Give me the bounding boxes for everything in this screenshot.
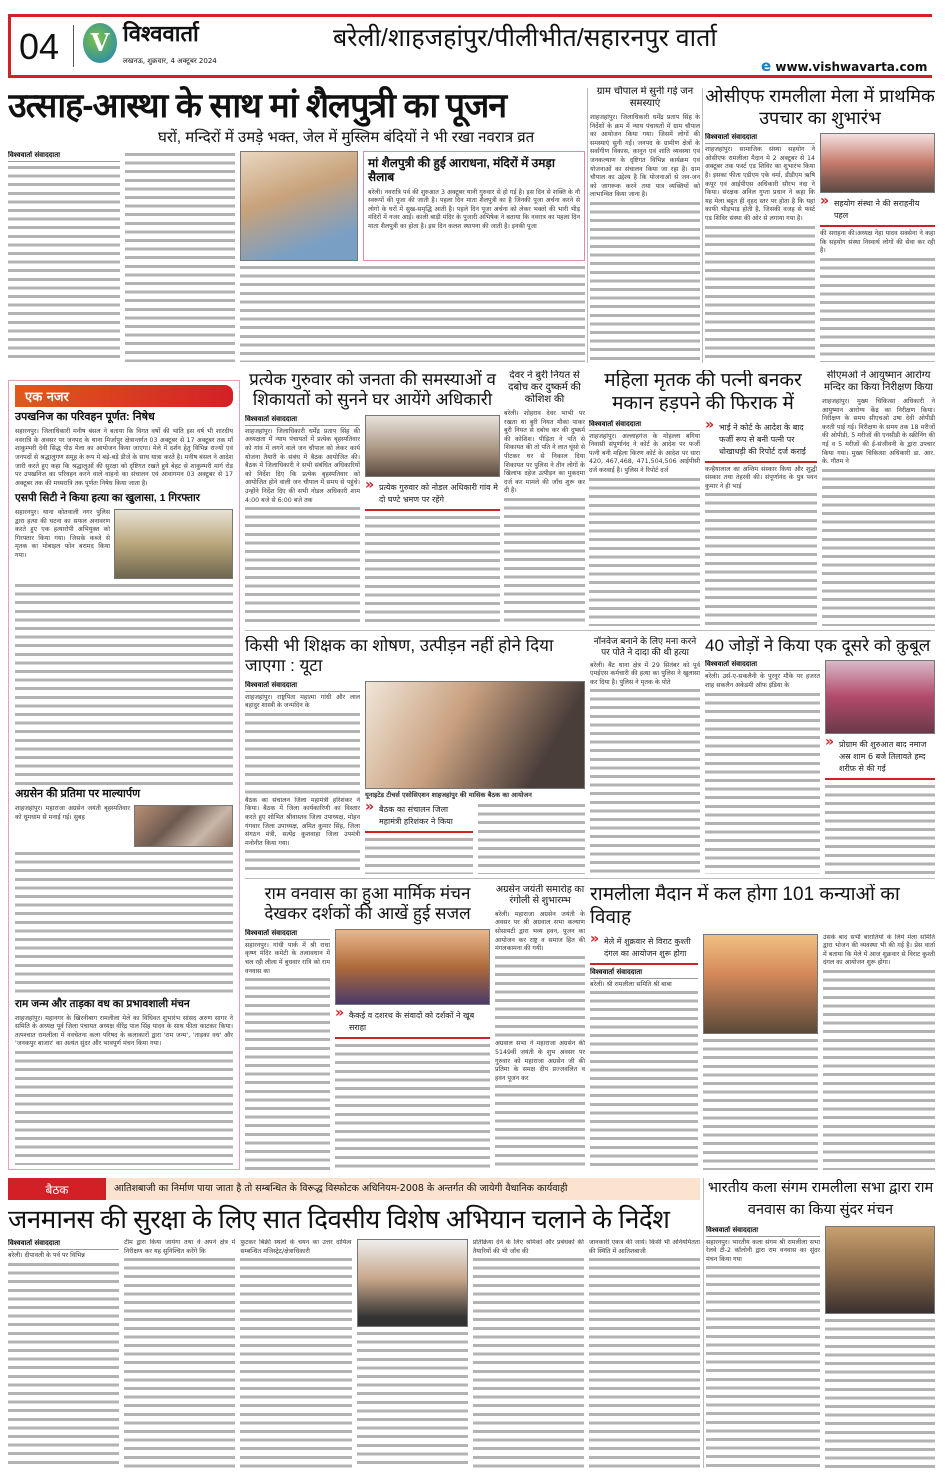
article-text: शाहजहांपुर। मुख्य चिकित्सा अधिकारी ने आयुष्मान आरोग्य केंद्र का निरीक्षण किया। निरीक्षण के समय सीएचओ उषा देवी ओपीडी करती पाई गई। निरीक्षण के समय तक 18 मरीजों की ओपीडी, 5 मरीजों की एनसीडी के स्क्रीनिंग की गई व 5 मरीजों की ई-संजीवनी के द्वारा उपचार किया गया। मुख्य चिकित्सा अधिकारी डा. आर. के. गौतम ने xyxy=(822,398,935,466)
article-block xyxy=(240,151,585,362)
jode-headline: 40 जोड़ों ने किया एक दूसरे को क़ुबूल xyxy=(705,636,931,655)
article-block xyxy=(705,420,817,626)
article-body-text xyxy=(365,514,500,626)
kala-headline: भारतीय कला संगम रामलीला सभा द्वारा राम वनवास का किया सुंदर मंचन xyxy=(707,1180,934,1218)
article-block xyxy=(823,934,935,1170)
article-block xyxy=(15,509,233,579)
lead-headline: उत्साह-आस्था के साथ मां शैलपुत्री का पूजन xyxy=(8,87,507,125)
article-block xyxy=(15,805,130,847)
article-block xyxy=(705,660,935,874)
bottom-story xyxy=(8,1178,700,1468)
article-body-text xyxy=(15,850,233,995)
article-text: शाहजहांपुर। जिलाधिकारी धर्मेंद्र प्रताप सिंह के निर्देशों के क्रम में न्याय पंचायतों में ग्राम चौपाल का आयोजन किया गया। जिसमें लोगों की समस्याएं सुनी गईं। जनपद के ग्रामीण क्षेत्रों के सर्वांगीण विकास, कानून एवं शांति व्यवस्था एवं जनकल्याण के दृष्टिगत विभिन्न कार्यक्रम एवं योजनाओं का संचालन किया जा रहा है। ग्राम चौपाल का उद्देश्य है कि योजनाओं से जन-जन को जागरूक करने तथा पात्र व्यक्तियों को लाभान्वित किया जाना है। xyxy=(590,114,700,199)
article-text: बरेली। महाराजा अग्रसेन जयंती के अवसर पर श्री अग्रवाल सभा कल्याण सोसायटी द्वारा भव्य हवन, पूजन का आयोजन कर राष्ट्र व समाज हित की मंगलकामना की गयी। xyxy=(495,910,585,953)
mahila-headline: महिला मृतक की पत्नी बनकर मकान हड़पने की फिराक में xyxy=(604,370,802,414)
guruvar-headline: प्रत्येक गुरुवार को जनता की समस्याओं व शिकायतों को सुनने घर आयेंगे अधिकारी xyxy=(249,370,496,410)
article-text: टीम द्वारा किया जायेगा तथा वे अपने क्षेत्र में निरीक्षण कर यह सुनिश्चित करेंगे कि xyxy=(124,1239,236,1255)
edition-title: बरेली/शाहजहांपुर/पीलीभीत/सहारनपुर वार्ता xyxy=(333,24,717,52)
article-block xyxy=(590,934,698,1170)
article-text: सहारनपुर। गांधी पार्क में श्री राधा कृष्ण मंदिर कमेटी के तत्वावधान में चल रही लीला में बुधवार रात्रि को राम वनवास का xyxy=(245,941,330,975)
article-block xyxy=(365,415,500,626)
pull-quote: » कैकई व दशरथ के संवादों को दर्शकों ने खूब सराहा xyxy=(335,1008,490,1039)
article-block xyxy=(589,1239,700,1468)
article-body-text xyxy=(703,1037,818,1170)
headline: उपखनिज का परिवहन पूर्णत: निषेध xyxy=(15,411,155,423)
nonveg-story xyxy=(590,636,700,874)
article-body-text xyxy=(705,691,820,874)
article-block xyxy=(240,1239,351,1468)
headline: सीएमओ ने आयुष्मान आरोग्य मन्दिर का किया निरीक्षण किया xyxy=(824,370,933,393)
article-block xyxy=(245,415,360,626)
article-body-text xyxy=(504,496,585,626)
article-body-text xyxy=(495,1083,585,1170)
agrasen-story xyxy=(495,884,585,1170)
article-block xyxy=(705,133,815,362)
baithak-banner xyxy=(8,1178,700,1200)
pull-quote: » प्रत्येक गुरुवार को नोडल अधिकारी गांव मे दो घण्टे भ्रमण पर रहेंगे xyxy=(365,480,500,511)
lead-subhead: घरों, मन्दिरों में उमड़े भक्त, जेल में मुस्लिम बंदियों ने भी रखा नवरात्र व्रत xyxy=(158,128,535,146)
page-number: 04 xyxy=(19,26,60,67)
lead-story xyxy=(8,86,585,362)
article-block xyxy=(365,799,473,874)
website-url: www.vishwavarta.com xyxy=(775,60,928,74)
article-body-text xyxy=(706,1264,820,1468)
article-block xyxy=(240,151,585,261)
article-text: कन्हैयालाल का अन्तिम संस्कार किया और शुद्धी संस्कार तथा तेहरवी की। संपूर्णानंद के पुत्र पवन कुमार ने ही भाई xyxy=(705,465,817,490)
article-body-text xyxy=(365,836,473,874)
article-body-text xyxy=(335,1042,490,1170)
teachers-meeting-photo xyxy=(365,681,585,789)
byline: विश्ववार्ता संवाददाता xyxy=(245,929,330,940)
article-block xyxy=(125,151,235,362)
article-body-text xyxy=(823,968,935,1170)
article-body-text xyxy=(245,848,360,874)
byline: विश्ववार्ता संवाददाता xyxy=(705,133,815,144)
article-text: उसके बाद सभी बारातियों के लिये मेला समिति द्वारा भोजन की व्यवस्था भी की गई है। प्रेस वार्ता में बताया कि मेले में आज शुक्रवार से विराट कुश्ती दंगल का आयोजन शुरू होगा। xyxy=(823,933,935,967)
chaupal-story xyxy=(590,86,700,362)
article-body-text xyxy=(495,954,585,1041)
article-block xyxy=(590,934,935,1170)
paper-logo-icon: V xyxy=(83,23,117,63)
article-body-text xyxy=(820,256,935,362)
article-text: बरेली। शोहराव देवर भाभी पर रखता था बुरी नियत मौका पाकर बुरी नियत से दबोच कर की दुष्कर्म की कोशिश। पीड़िता ने पति से शिकायत की तो पति ने लात घूंसो से पीटकर घर से निकाल दिया शिकायत पर पुलिस ने तीन लोगों के खिलाफ दहेज उत्पीड़न का मुकदमा दर्ज कर मामले की जाँच शुरू कर दी है। xyxy=(504,410,585,495)
article-block xyxy=(705,133,935,362)
press-conference-photo xyxy=(703,934,818,1034)
article-block xyxy=(825,1226,935,1469)
article-body-text xyxy=(473,1256,584,1468)
cmo-story xyxy=(822,370,935,626)
article-block xyxy=(820,133,935,362)
masthead xyxy=(8,14,932,78)
ek-najar-column xyxy=(8,380,240,1170)
mahila-story xyxy=(589,370,817,626)
headline: ओसीएफ रामलीला मेला में प्राथमिक उपचार का शुभारंभ xyxy=(705,86,935,128)
vanvas-headline: राम वनवास का हुआ मार्मिक मंचन देखकर दर्शकों की आखें हुई सजल xyxy=(264,884,471,924)
article-block xyxy=(245,681,360,874)
article-body-text xyxy=(590,989,698,1170)
article-body-text xyxy=(590,687,700,874)
ram-vanvas-stage-photo xyxy=(825,1226,935,1314)
article-block xyxy=(706,1226,820,1469)
article-body-text xyxy=(478,802,585,874)
mass-wedding-photo xyxy=(825,660,935,734)
article-text: शाहजहांपुर। जिलाधिकारी धर्मेंद्र प्रताप सिंह की अध्यक्षता में न्याय पंचायतों में प्रत्येक बृहस्पतिवार को गांव में लगने वाले जन चौपाल को लेकर कार्य योजना तैयारी के संबंध में बैठक आयोजित की। बैठक में जिलाधिकारी ने सभी संबंधित अधिकारियों को निर्देश दिए कि प्रत्येक बृहस्पतिवार को आयोजित होने वाली जन चौपाल में समय से पहुंचे। उन्होंने निर्देश दिए की सभी नोडल अधिकारी शाम 4:00 बजे से 6:00 बजे तक xyxy=(245,427,360,504)
pull-quote: » बैठक का संचालन जिला महामंत्री हरिशंकर ने किया xyxy=(365,802,473,833)
jode-story xyxy=(705,636,935,874)
pull-quote: » भाई ने कोर्ट के आदेश के बाद फर्जी रूप से बनी पत्नी पर धोखाधड़ी की रिपोर्ट दर्ज कराई xyxy=(705,420,817,463)
article-text: बरेली। बैंट थाना क्षेत्र में 29 सितंबर को पूर्व एमईएस कर्मचारी की हत्या का पुलिस ने खुलासा कर दिया है। पुलिस ने मृतक के पोते xyxy=(590,661,700,686)
article-block xyxy=(245,929,330,1170)
article-text: शाहजहांपुर। महाराजा अग्रसेन जयंती बृहस्पतिवार को धूमधाम से मनाई गई। सुबह xyxy=(15,805,130,821)
article-body-text xyxy=(589,476,700,626)
ek-najar-label: एक नजर xyxy=(15,385,233,407)
byline: विश्ववार्ता संवाददाता xyxy=(245,681,360,692)
article-body-text xyxy=(705,224,815,362)
lead-boxed-story xyxy=(363,151,585,261)
byline: विश्ववार्ता संवाददाता xyxy=(8,151,120,162)
article-body-text xyxy=(8,164,120,362)
article-text: शाहजहांपुर। राष्ट्रपिता महात्मा गांधी और लाल बहादुर शास्त्री के जन्मदिन के xyxy=(245,693,360,710)
article-block xyxy=(705,660,820,874)
byline: विश्ववार्ता संवाददाता xyxy=(590,968,698,979)
headline: नॉनवेज बनाने के लिए मना करने पर पोते ने दादा की थी हत्या xyxy=(593,636,697,657)
bottom-headline: जनमानस की सुरक्षा के लिए सात दिवसीय विशेष अभियान चलाने के निर्देश xyxy=(8,1204,670,1234)
article-block xyxy=(8,1239,119,1468)
box-headline: मां शैलपुत्री की हुई आराधना, मंदिरों में उमड़ा सैलाब xyxy=(368,155,555,185)
baithak-label: बैठक xyxy=(8,1178,106,1200)
article-body-text xyxy=(825,783,935,874)
article-block xyxy=(245,415,500,626)
article-body-text xyxy=(124,1256,235,1468)
agrasen-statue-photo xyxy=(134,805,233,847)
baithak-banner-text: आतिशबाजी का निर्माण पाया जाता है तो सम्बन्धित के विरूद्ध विस्फोटक अधिनियम-2008 के अन्तर्गत की जायेगी वैधानिक कार्यवाही xyxy=(114,1183,568,1194)
article-body-text xyxy=(589,1256,700,1468)
guruvar-story xyxy=(245,370,500,626)
byline: विश्ववार्ता संवाददाता xyxy=(705,660,820,671)
photo-caption: यूनाइटेड टीचर्स एसोसिएशन शाहजहांपुर की मासिक बैठक का आयोजन xyxy=(365,790,532,799)
article-block xyxy=(478,799,585,874)
column-rule xyxy=(587,88,588,363)
article-text: जानकारी एकत्र की जाये। किसी भी अनियमितता की स्थिति में आतिशबाजी xyxy=(588,1239,700,1255)
article-body-text xyxy=(357,1330,468,1468)
devar-story xyxy=(504,370,585,626)
article-body-text xyxy=(240,264,585,362)
byline: विश्ववार्ता संवाददाता xyxy=(706,1226,820,1237)
column-rule xyxy=(702,88,703,363)
article-block xyxy=(357,1239,468,1468)
article-body-text xyxy=(245,711,360,797)
headline: एसपी सिटी ने किया हत्या का खुलासा, 1 गिरफ्तार xyxy=(15,492,200,505)
meeting-photo xyxy=(365,415,500,477)
vivah-story xyxy=(590,884,935,1170)
article-text: की सराहना की।अध्यक्ष नेहा यादव सक्सेना ने कहा कि सहयोग संस्था निस्वार्थ लोगों की सेवा कर रही है। xyxy=(820,230,935,255)
article-text: शाहजहांपुर। अल्लाहगंज के मोहल्ला बगिया निवासी संपूर्णानंद ने कोर्ट के आदेश पर फर्जी पत्नी बनी महिला किरण कोर्ट के आदेश पर धारा 420, 467,468, 471,504,506 आईपीसी दर्ज करवाई है। पुलिस ने रिपोर्ट दर्ज xyxy=(589,432,700,474)
article-text: सहारनपुर। जिलाधिकारी मनीष बंसल ने बताया कि विगत वर्षों की भांति इस वर्ष भी शारदीय नवरात्रि के अवसर पर जनपद के थाना मिर्जापुर क्षेत्रान्तर्गत 03 अक्टूबर से 17 अक्टूबर तक माँ शाकुम्भरी देवी सिद्ध पीठ मेला का आयोजन किया जाएगा। मेले में दर्शन हेतु विभिन्न राज्यों एवं जनपदों से श्रद्धालुगण समूह के रूप मे बड़े-बड़े डीजे के साथ यात्रा करते है। मनीष बंसल ने आदेश जारी करते हुए कहा कि श्रद्धालुओं की सुरक्षा को दृष्टिगत रखते हुये बेहट से शाकुम्भरी मार्ग रोड पर उपखनिज का परिवहन करने वाले वाहनो का संचालन एवं आवागमन 03 अक्टूबर से 17 अक्टूबर तक की मध्यरात्रि तक पूर्णतः निषेध किया जाता है। xyxy=(15,428,233,487)
article-text: बरेली। दीपावली के पर्व पर विभिन्न xyxy=(8,1252,85,1260)
box-text: बरेली। नवरात्रि पर्व की शुरुआत 3 अक्टूबर यानी गुरुवार से हो गई है। इस दिन से शक्ति के नौ स्वरूपों की पूजा की जाती है। पहला दिन माता शैलपुत्री का है जिनकी पूजा अर्चना करने से लोगो के घरों में सुख-समृद्धि आती है। पहले दिन पूजा अर्चना को लेकर भक्तो की भारी भीड़ मंदिरों में नजर आई। काली बाड़ी मंदिर के पुजारी अभिषेक ने बताया कि नवरात्र का पहला दिन माता शैलपुत्री का होता है। इस दिन कलश स्थापना की जाती है। इनकी पूजा xyxy=(368,188,580,230)
article-body-text xyxy=(822,467,935,626)
paper-name: विश्ववार्ता xyxy=(123,21,199,46)
article-block xyxy=(15,805,233,847)
article-block xyxy=(124,1239,235,1468)
article-text: शाहजहांपुर। महानगर के खिरनीबाग रामलीला मेले का विधिवत शुभारंभ सांसद अरुण सागर ने समिति के अध्यक्ष पूर्व जिला पंचायत अध्यक्ष वीरेंद्र पाल सिंह यादव के साथ फीता काटकर किया। तत्पश्चात रामलीला में नवचेतना कला परिषद के कलाकारों द्वारा 'राम जन्म', 'ताड़का वध' और 'जनकपुर बाजार' का अत्यंत सुंदर और भावपूर्ण मंचन किया गया। xyxy=(15,1014,233,1048)
article-text: शाहजहांपुर। सामाजिक संस्था सहयोग ने ओसीएफ रामलीला मैदान मे 2 अक्टूबर से 14 अक्टूबर तक फर्स्ट एड शिविर का शुभारंभ किया है। इसका फीता एडीएम एके वर्मा, डीडीएम ऋषि कपूर एवं आईपीएस अधिकारी सौरभ नंदा ने किया। संरक्षक अनिल गुप्ता प्रधान ने कहा कि यह मेला बहुत ही वृहद स्तर पर होता है कि यहां काफी भीड़भाड़ होती है, जिसकी वजह से फर्स्ट एड शिविर संस्था की ओर से लगाया गया है। xyxy=(705,146,815,222)
article-block xyxy=(8,151,585,362)
yuta-story xyxy=(245,636,585,874)
article-body-text xyxy=(590,200,700,362)
masthead-divider xyxy=(73,25,74,67)
row-rule xyxy=(245,878,935,879)
yuta-headline: किसी भी शिक्षक का शोषण, उत्पीड़न नहीं होने दिया जाएगा : यूटा xyxy=(245,636,554,676)
article-block xyxy=(365,681,585,874)
column-rule xyxy=(703,1178,704,1468)
byline: विश्ववार्ता संवाददाता xyxy=(8,1239,119,1250)
article-body-text xyxy=(245,505,360,626)
article-body-text xyxy=(825,1317,935,1469)
ocf-story xyxy=(705,86,935,362)
article-block xyxy=(8,151,120,362)
article-block xyxy=(589,420,700,626)
byline: विश्ववार्ता संवाददाता xyxy=(589,420,700,431)
headline: अग्रसेन जयंती समारोह का रंगोली से शुभारम्भ xyxy=(495,884,585,907)
article-text: सहारनपुर। थाना कोतवाली नगर पुलिस द्वारा हत्या की घटना का सफल अनावरण करते हुए एक हत्यारोपी अभियुक्त को गिरफ्तार किया गया। जिसके कब्जे से मृतक का मोबाइल फोन बरामद किया गया। xyxy=(15,508,110,559)
article-block xyxy=(245,929,490,1170)
article-block xyxy=(703,934,818,1170)
headline: देवर ने बुरी नियत से दबोच कर दुष्कर्म की कोशिश की xyxy=(508,370,581,405)
ie-globe-icon: e xyxy=(761,57,772,75)
article-block xyxy=(706,1226,935,1469)
ramlila-stage-photo xyxy=(335,929,490,1005)
article-body-text xyxy=(8,1261,119,1468)
article-block xyxy=(825,660,935,874)
article-body-text xyxy=(245,976,330,1170)
article-text: सहारनपुर। भारतीय कला संगम श्री रामलीला सभा रेलवे टी-2 कॉलोनी द्वारा राम वनवास का सुंदर मंचन किया गया xyxy=(706,1238,820,1263)
article-block xyxy=(245,681,585,874)
headline: राम जन्म और ताड़का वध का प्रभावशाली मंचन xyxy=(15,998,190,1011)
article-text: बरेली। श्री रामलीला समिति श्री बाबा xyxy=(590,980,672,988)
article-block xyxy=(335,929,490,1170)
article-body-text xyxy=(15,582,233,785)
dateline: लखनऊ, शुक्रवार, 4 अक्टूबर 2024 xyxy=(123,57,217,65)
article-block xyxy=(365,799,585,874)
article-text: प्रतिक्रिया देने के लिए श्रमिकों और प्रबंधकों की तैयारियों की भी जाँच की xyxy=(472,1239,584,1255)
article-block xyxy=(589,420,817,626)
ocf-callout: » सहयोग संस्था ने की सराहनीय पहल xyxy=(820,196,935,227)
article-body-text xyxy=(15,1049,233,1165)
goddess-shailputri-image xyxy=(240,151,358,261)
row-rule xyxy=(245,630,935,631)
pull-quote: » मेले में शुक्रवार से विराट कुश्ती दंगल का आयोजन शुरू होगा xyxy=(590,934,698,965)
kala-story xyxy=(706,1178,935,1468)
article-body-text xyxy=(705,491,817,626)
article-text: बरेली। उर्स-ए-सकलैनी के पुरनूर मौके पर हजरत शाह सकलैन अकेडमी ऑफ इंडिया के xyxy=(705,673,820,689)
police-team-photo xyxy=(114,509,233,579)
headline: ग्राम चौपाल में सुनी गई जन समस्याएं xyxy=(596,86,694,109)
vivah-headline: रामलीला मैदान में कल होगा 101 कन्याओं का विवाह xyxy=(590,884,900,928)
headline: अग्रसेन की प्रतिमा पर माल्यार्पण xyxy=(15,787,141,800)
article-block xyxy=(8,1239,700,1468)
article-body-text xyxy=(240,1256,351,1468)
article-text: अग्रवाल सभा ने महाराजा अग्रसेन की 5149वीं जयंती के शुभ अवसर पर गुरुवार को महाराजा अग्रसेन जी की प्रतिमा के समक्ष दीप प्रज्जवलित व हवन पूजन कर xyxy=(495,1040,585,1082)
article-block xyxy=(473,1239,584,1468)
byline: विश्ववार्ता संवाददाता xyxy=(245,415,360,426)
article-text: बैठक का संचालन जिला महामंत्री हरिशंकर ने किया। बैठक में जिला कार्यकारिणी का विस्तार करते हुए शोभित श्रीवास्तव जिला उपाध्यक्ष, मोहन गंगवार जिला उपाध्यक्ष, अमित कुमार सिंह, जिला संगठन मंत्री, सत्येंद्र कुशवाहा जिला उपमंत्री मनोनीत किया गया। xyxy=(245,796,360,847)
article-body-text xyxy=(125,151,235,362)
website-link[interactable] xyxy=(761,57,927,75)
pull-quote: » प्रोग्राम की शुरुआत बाद नमाज अस्र शाम 6 बजे तिलावते हम्द शरीफ़ से की गई xyxy=(825,737,935,780)
article-text: फुटकर बिक्री स्थलों के चयन का उत्तर दायित्व सम्बन्धित मजिस्ट्रेट/क्षेत्राधिकारी xyxy=(240,1239,352,1255)
official-portrait-photo xyxy=(357,1239,468,1327)
first-aid-camp-photo xyxy=(820,133,935,193)
vanvas-story xyxy=(245,884,490,1170)
